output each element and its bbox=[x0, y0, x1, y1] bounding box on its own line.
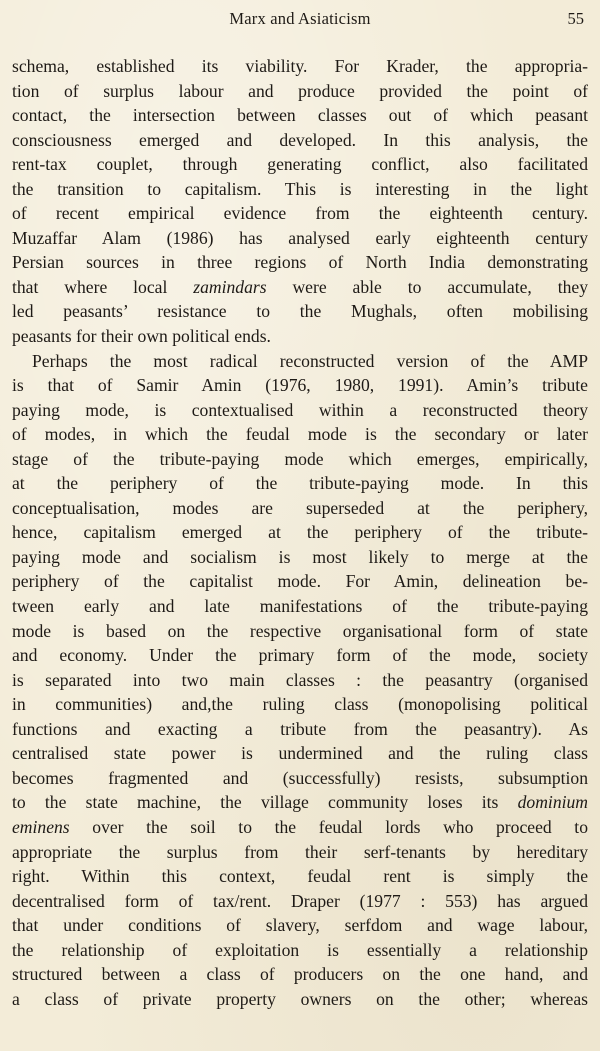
text-line: Muzaffar Alam (1986) has analysed early eighteenth century bbox=[12, 227, 588, 248]
text-line: stage of the tribute-paying mode which emerges, empirically, bbox=[12, 448, 588, 469]
text-line: is separated into two main classes : the peasantry (organised bbox=[12, 669, 588, 690]
text-line bbox=[12, 815, 588, 840]
text-line: and economy. Under the primary form of the mode, society bbox=[12, 645, 588, 666]
text-line: appropriate the surplus from their serf-tenants by hereditary bbox=[12, 841, 588, 862]
text-line: in communities) and,the ruling class (monopolising political bbox=[12, 694, 588, 715]
text-line: right. Within this context, feudal rent is simply the bbox=[12, 866, 588, 887]
text-line: schema, established its viability. For Krader, the appropria- bbox=[12, 56, 588, 76]
text-line: functions and exacting a tribute from the peasantry). As bbox=[12, 718, 588, 739]
text-line: of modes, in which the feudal mode is the secondary or later bbox=[12, 424, 588, 445]
text-segment: over the soil to the feudal lords who proceed to bbox=[69, 816, 588, 837]
text-segment: that where local bbox=[12, 276, 194, 297]
text-line: Perhaps the most radical reconstructed version of the AMP bbox=[32, 350, 588, 371]
paragraph-amin bbox=[12, 349, 588, 1012]
italic-term-eminens: eminens bbox=[12, 816, 70, 837]
text-line: rent-tax couplet, through generating conflict, also facilitated bbox=[12, 154, 588, 175]
text-line: contact, the intersection between classes out of which peasant bbox=[12, 105, 588, 126]
text-line: is that of Samir Amin (1976, 1980, 1991). Amin’s tribute bbox=[12, 375, 588, 396]
text-line: Persian sources in three regions of North India demonstrating bbox=[12, 252, 588, 273]
text-line: the relationship of exploitation is essentially a relationship bbox=[12, 939, 588, 960]
italic-term-dominium: dominium bbox=[517, 792, 588, 813]
text-line: conceptualisation, modes are superseded at the periphery, bbox=[12, 497, 588, 518]
text-line: periphery of the capitalist mode. For Amin, delineation be- bbox=[12, 571, 588, 592]
text-line: tween early and late manifestations of the tribute-paying bbox=[12, 596, 588, 617]
italic-term-zamindars: zamindars bbox=[193, 276, 267, 297]
text-line: paying mode, is contextualised within a reconstructed theory bbox=[12, 399, 588, 420]
running-title: Marx and Asiaticism bbox=[229, 9, 371, 28]
text-line: mode is based on the respective organisational form of state bbox=[12, 620, 588, 641]
text-line: at the periphery of the tribute-paying mode. In this bbox=[12, 473, 588, 494]
text-line: that under conditions of slavery, serfdom and wage labour, bbox=[12, 915, 588, 936]
running-head bbox=[12, 8, 588, 32]
text-line: decentralised form of tax/rent. Draper (1977 : 553) has argued bbox=[12, 890, 588, 911]
text-segment: to the state machine, the village community loses its bbox=[12, 792, 518, 813]
text-line: peasants for their own political ends. bbox=[12, 326, 271, 347]
text-line bbox=[12, 275, 588, 300]
body-text bbox=[12, 54, 588, 1011]
text-line bbox=[12, 790, 588, 815]
text-line: a class of private property owners on the other; whereas bbox=[12, 988, 588, 1009]
text-line: paying mode and socialism is most likely to merge at the bbox=[12, 546, 588, 567]
text-line: led peasants’ resistance to the Mughals, often mobilising bbox=[12, 301, 588, 322]
text-line: the transition to capitalism. This is interesting in the light bbox=[12, 178, 588, 199]
text-line: hence, capitalism emerged at the periphery of the tribute- bbox=[12, 522, 588, 543]
text-segment: were able to accumulate, they bbox=[266, 276, 588, 297]
text-line: centralised state power is undermined and the ruling class bbox=[12, 743, 588, 764]
text-line: tion of surplus labour and produce provided the point of bbox=[12, 80, 588, 101]
text-line: becomes fragmented and (successfully) resists, subsumption bbox=[12, 767, 588, 788]
text-line: of recent empirical evidence from the eighteenth century. bbox=[12, 203, 588, 224]
text-line: consciousness emerged and developed. In this analysis, the bbox=[12, 129, 588, 150]
page-number: 55 bbox=[567, 9, 584, 28]
text-line: structured between a class of producers on the one hand, and bbox=[12, 964, 588, 985]
paragraph-krader bbox=[12, 54, 588, 349]
